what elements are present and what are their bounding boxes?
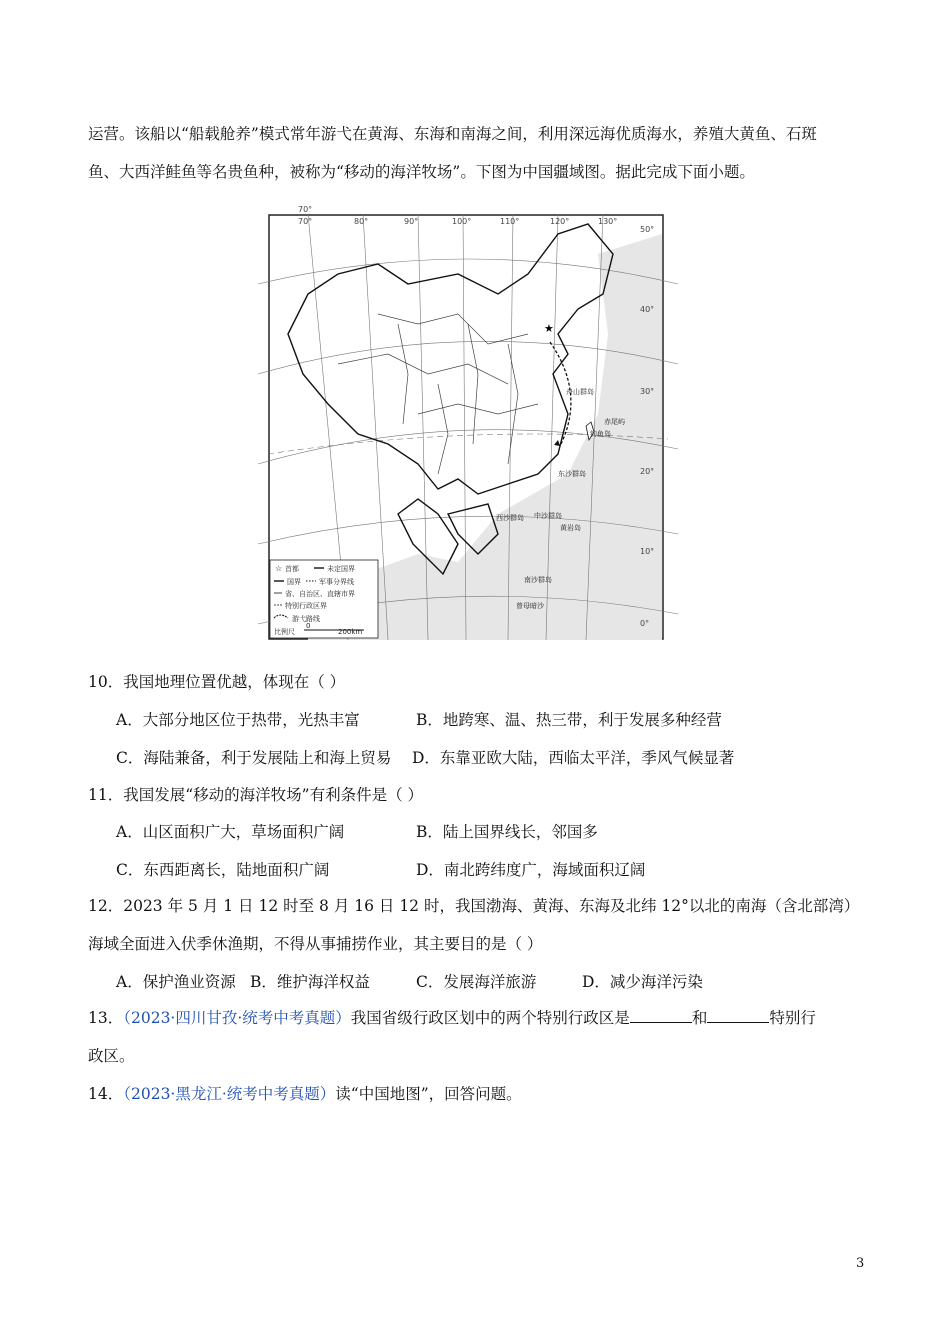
legend-undetermined: 未定国界 [327,565,355,573]
place-chiweiyu: 赤尾屿 [604,418,625,426]
legend-sar: 特别行政区界 [285,602,327,610]
legend-border: 国界 [287,578,301,586]
q13-and: 和 [691,1009,708,1027]
q12-option-a: A．保护渔业资源 [116,973,236,991]
place-xisha: 西沙群岛 [496,514,524,522]
lon-label-130: 130° [598,217,618,226]
q12-stem-line-1: 12．2023 年 5 月 1 日 12 时至 8 月 16 日 12 时，我国渤海、黄海、东海及北纬 12°以北的南海（含北部湾） [88,897,860,915]
legend-scale-zero: 0 [306,622,311,630]
lat-label-20: 20° [640,467,655,476]
lon-label-120: 120° [550,217,570,226]
q14-number: 14． [88,1085,124,1103]
place-dongsha: 东沙群岛 [558,470,586,478]
legend-capital: 首都 [285,565,299,573]
q14-source: （2023·黑龙江·统考中考真题） [123,1085,336,1103]
q10-option-d: D．东靠亚欧大陆，西临太平洋，季风气候显著 [412,749,735,767]
q13-line-1 [88,1006,816,1028]
q11-stem: 11．我国发展“移动的海洋牧场”有利条件是（ ） [88,786,423,804]
q10-option-c: C．海陆兼备，利于发展陆上和海上贸易 [116,749,392,767]
q10-option-b: B．地跨寒、温、热三带，利于发展多种经营 [416,711,722,729]
q12-option-b: B．维护海洋权益 [250,973,370,991]
intro-line-2: 鱼、大西洋鲑鱼等名贵鱼种，被称为“移动的海洋牧场”。下图为中国疆域图。据此完成下面小题。 [88,163,755,181]
q11-option-d: D．南北跨纬度广，海域面积辽阔 [416,861,646,879]
q11-option-b: B．陆上国界线长，邻国多 [416,823,598,841]
q12-option-d: D．减少海洋污染 [582,973,703,991]
q13-source: （2023·四川甘孜·统考中考真题） [123,1009,351,1027]
lon-label-70: 70° [298,217,313,226]
q13-tail: 特别行 [769,1009,816,1027]
lon-70: 70° [298,205,313,214]
legend-province: 省、自治区、直辖市界 [285,590,355,598]
legend-route: 游弋路线 [292,615,320,623]
q13-number: 13． [88,1009,124,1027]
lon-label-80: 80° [354,217,369,226]
legend-scale-label: 比例尺 [274,628,295,636]
q11-option-a: A．山区面积广大，草场面积广阔 [116,823,345,841]
lat-label-0: 0° [640,619,650,628]
place-nansha: 南沙群岛 [524,576,552,584]
q13-blank-1[interactable] [630,1008,692,1023]
q14-text: 读“中国地图”，回答问题。 [335,1085,522,1103]
legend-scale-value: 200km [338,628,363,636]
legend-capital-icon: ☆ [275,564,283,573]
legend-military: 军事分界线 [319,578,354,586]
capital-star-icon: ★ [544,322,554,335]
intro-line-1: 运营。该船以“船载舱养”模式常年游弋在黄海、东海和南海之间，利用深远海优质海水，养殖大黄鱼、石斑 [88,125,817,143]
lon-label-90: 90° [404,217,419,226]
lat-label-30: 30° [640,387,655,396]
place-zengmuansha: 曾母暗沙 [516,602,544,610]
q13-line-2: 政区。 [88,1047,135,1065]
lon-label-110: 110° [500,217,520,226]
lon-label-100: 100° [452,217,472,226]
place-zhoushan: 舟山群岛 [566,388,594,396]
q13-blank-2[interactable] [707,1008,769,1023]
q12-option-c: C．发展海洋旅游 [416,973,537,991]
place-huangyandao: 黄岩岛 [560,524,581,532]
q13-text: 我国省级行政区划中的两个特别行政区是 [350,1009,630,1027]
q10-option-a: A．大部分地区位于热带，光热丰富 [116,711,360,729]
q11-option-c: C．东西距离长，陆地面积广阔 [116,861,330,879]
lat-label-40: 40° [640,305,655,314]
place-zhongsha: 中沙群岛 [534,512,562,520]
q10-stem: 10．我国地理位置优越，体现在（ ） [88,673,346,691]
lat-label-10: 10° [640,547,655,556]
china-territory-map [268,205,664,640]
lat-label-50: 50° [640,225,655,234]
page-number: 3 [856,1256,865,1271]
map-legend [270,560,378,638]
place-diaoyudao: 钓鱼岛 [590,430,611,438]
q12-stem-line-2: 海域全面进入伏季休渔期，不得从事捕捞作业，其主要目的是（ ） [88,935,543,953]
q14-line [88,1082,522,1104]
